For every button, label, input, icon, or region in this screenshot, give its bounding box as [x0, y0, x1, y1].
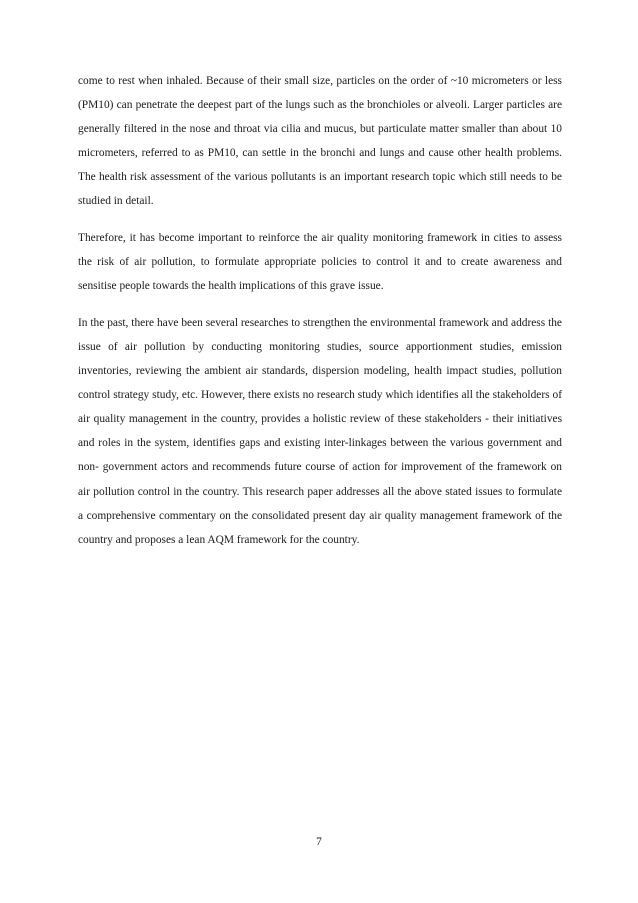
page-number: 7: [316, 836, 322, 848]
paragraph-2: Therefore, it has become important to reinforce the air quality monitoring framework in cities to assess the risk of air pollution, to formulate appropriate policies to control it and to create awareness and sensitise people towards the health implications of this grave issue.: [78, 231, 562, 292]
paragraph-3: In the past, there have been several researches to strengthen the environmental framework and address the issue of air pollution by conducting monitoring studies, source apportionment studies, emission inventories, reviewing the ambient air standards, dispersion modeling, health impact studies, pollution control strategy study, etc. However, there exists no research study which identifies all the stakeholders of air quality management in the country, provides a holistic review of these stakeholders - their initiatives and roles in the system, identifies gaps and existing inter-linkages between the various government and non- government actors and recommends future course of action for improvement of the framework on air pollution control in the country. This research paper addresses all the above stated issues to formulate a comprehensive commentary on the consolidated present day air quality management framework of the country and proposes a lean AQM framework for the country.: [78, 316, 562, 546]
body-text: [78, 69, 562, 552]
paragraph-1: come to rest when inhaled. Because of their small size, particles on the order of ~10 micrometers or less (PM10) can penetrate the deepest part of the lungs such as the bronchioles or alveoli. Larger particles are generally filtered in the nose and throat via cilia and mucus, but particulate matter smaller than about 10 micrometers, referred to as PM10, can settle in the bronchi and lungs and cause other health problems. The health risk assessment of the various pollutants is an important research topic which still needs to be studied in detail.: [78, 75, 562, 208]
